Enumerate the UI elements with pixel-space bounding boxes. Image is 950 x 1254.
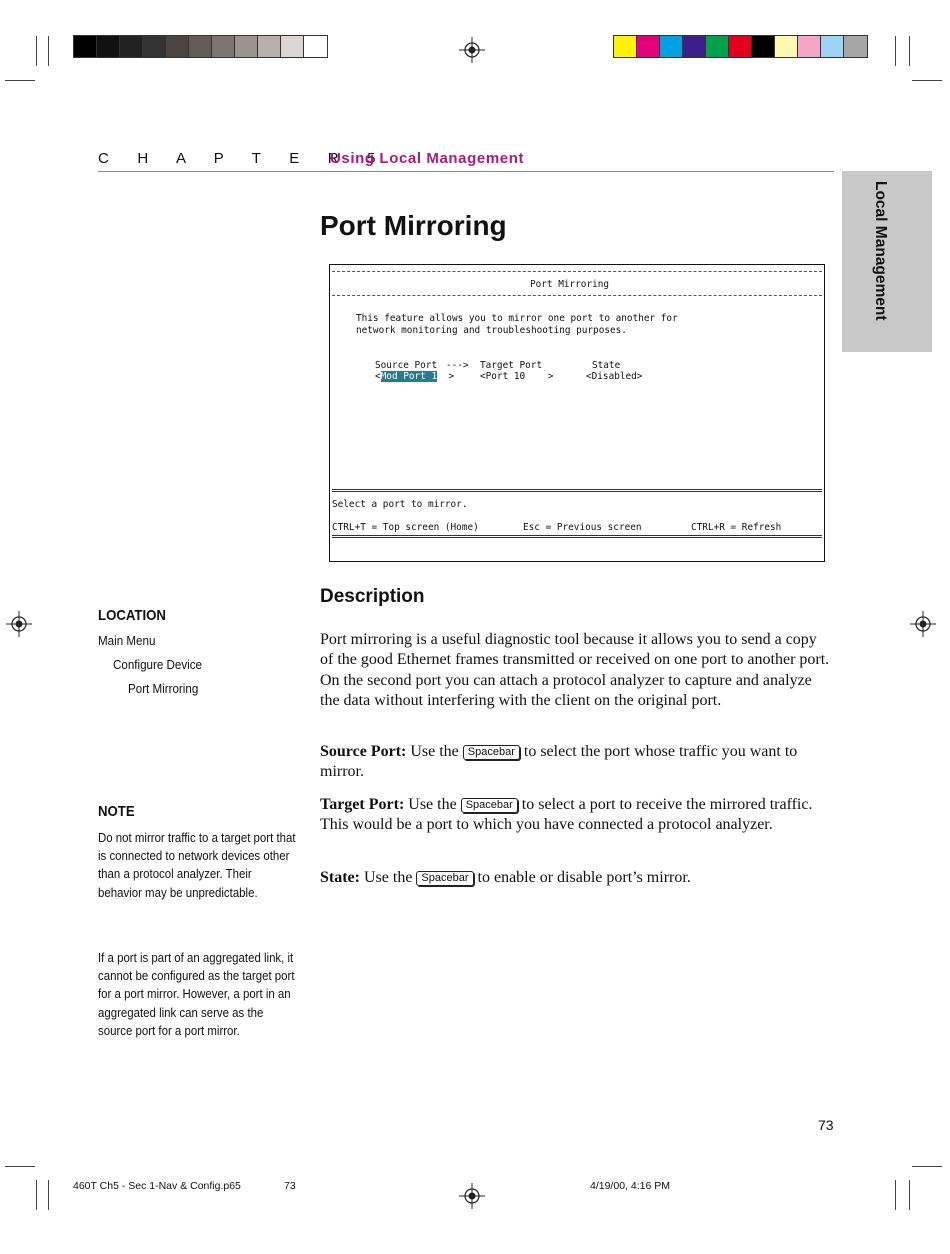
terminal-intro-line: network monitoring and troubleshooting purposes. (356, 325, 627, 336)
spacebar-key-icon: Spacebar (463, 745, 520, 760)
grayscale-color-bar (73, 35, 328, 58)
slug-filename: 460T Ch5 - Sec 1-Nav & Config.p65 (73, 1180, 241, 1192)
chapter-header (98, 150, 834, 172)
target-port-header: Target Port (480, 360, 543, 371)
slug-date: 4/19/00, 4:16 PM (590, 1180, 670, 1192)
registration-mark-icon (459, 1183, 485, 1209)
page-number: 73 (818, 1117, 834, 1133)
description-intro: Port mirroring is a useful diagnostic tool because it allows you to send a copy of the good Ethernet frames transmitted or received on one port to another port. On the second port you can attach a protocol analyzer to capture and analyze the data without interfering with the client on the original port. (320, 631, 830, 709)
chapter-title: Using Local Management (330, 150, 525, 167)
registration-mark-icon (910, 611, 936, 637)
terminal-screenshot (329, 264, 825, 562)
target-port-text: to select a port to receive the mirrored traffic. This would be a port to which you have connected a protocol analyzer. (320, 796, 813, 834)
section-side-tab (842, 171, 932, 352)
source-port-value[interactable]: Mod Port 1 (380, 371, 438, 382)
state-header: State (592, 360, 621, 371)
spacebar-key-icon: Spacebar (461, 798, 518, 813)
description-heading: Description (320, 586, 425, 607)
page-title: Port Mirroring (320, 210, 507, 241)
source-port-text: to select the port whose traffic you want to mirror. (320, 743, 798, 781)
state-label: State: (320, 869, 360, 886)
location-path-item: Main Menu (98, 633, 156, 648)
shortcut-top-screen: CTRL+T = Top screen (Home) (332, 522, 479, 533)
source-port-field[interactable]: <Mod Port 1 > (375, 371, 455, 382)
target-port-field[interactable]: <Port 10 > (480, 371, 554, 382)
spacebar-key-icon: Spacebar (416, 871, 473, 886)
location-heading: LOCATION (98, 607, 166, 624)
source-port-description (320, 742, 830, 783)
note-text: Do not mirror traffic to a target port that is connected to network devices other than a protocol analyzer. Their behavior may be unpredictable. (98, 830, 296, 900)
process-color-bar (613, 35, 868, 58)
location-path-item: Port Mirroring (128, 681, 199, 696)
arrow-text: ---> (446, 360, 469, 371)
state-description (320, 868, 830, 888)
slug-page: 73 (284, 1180, 296, 1192)
state-field[interactable]: <Disabled> (586, 371, 643, 382)
note-text: If a port is part of an aggregated link, it cannot be configured as the target port for a port mirror. However, a port in an aggregated link can serve as the source port for a port mirror. (98, 950, 295, 1038)
target-port-text: Use the (408, 796, 457, 813)
terminal-title: Port Mirroring (530, 279, 610, 290)
state-text: to enable or disable port’s mirror. (477, 869, 691, 886)
chapter-label: C H A P T E R 5 (98, 150, 388, 167)
target-port-label: Target Port: (320, 796, 405, 813)
source-port-label: Source Port: (320, 743, 407, 760)
source-port-header: Source Port (375, 360, 438, 371)
target-port-description (320, 795, 830, 836)
registration-mark-icon (459, 37, 485, 63)
source-port-text: Use the (410, 743, 459, 760)
status-message: Select a port to mirror. (332, 499, 468, 510)
registration-mark-icon (6, 611, 32, 637)
location-path-item: Configure Device (113, 657, 203, 672)
state-text: Use the (363, 869, 413, 886)
shortcut-previous-screen: Esc = Previous screen (523, 522, 642, 533)
note-heading: NOTE (98, 803, 135, 820)
terminal-intro-line: This feature allows you to mirror one port to another for (356, 313, 678, 324)
side-tab-label: Local Management (872, 181, 889, 321)
shortcut-refresh: CTRL+R = Refresh (691, 522, 782, 533)
